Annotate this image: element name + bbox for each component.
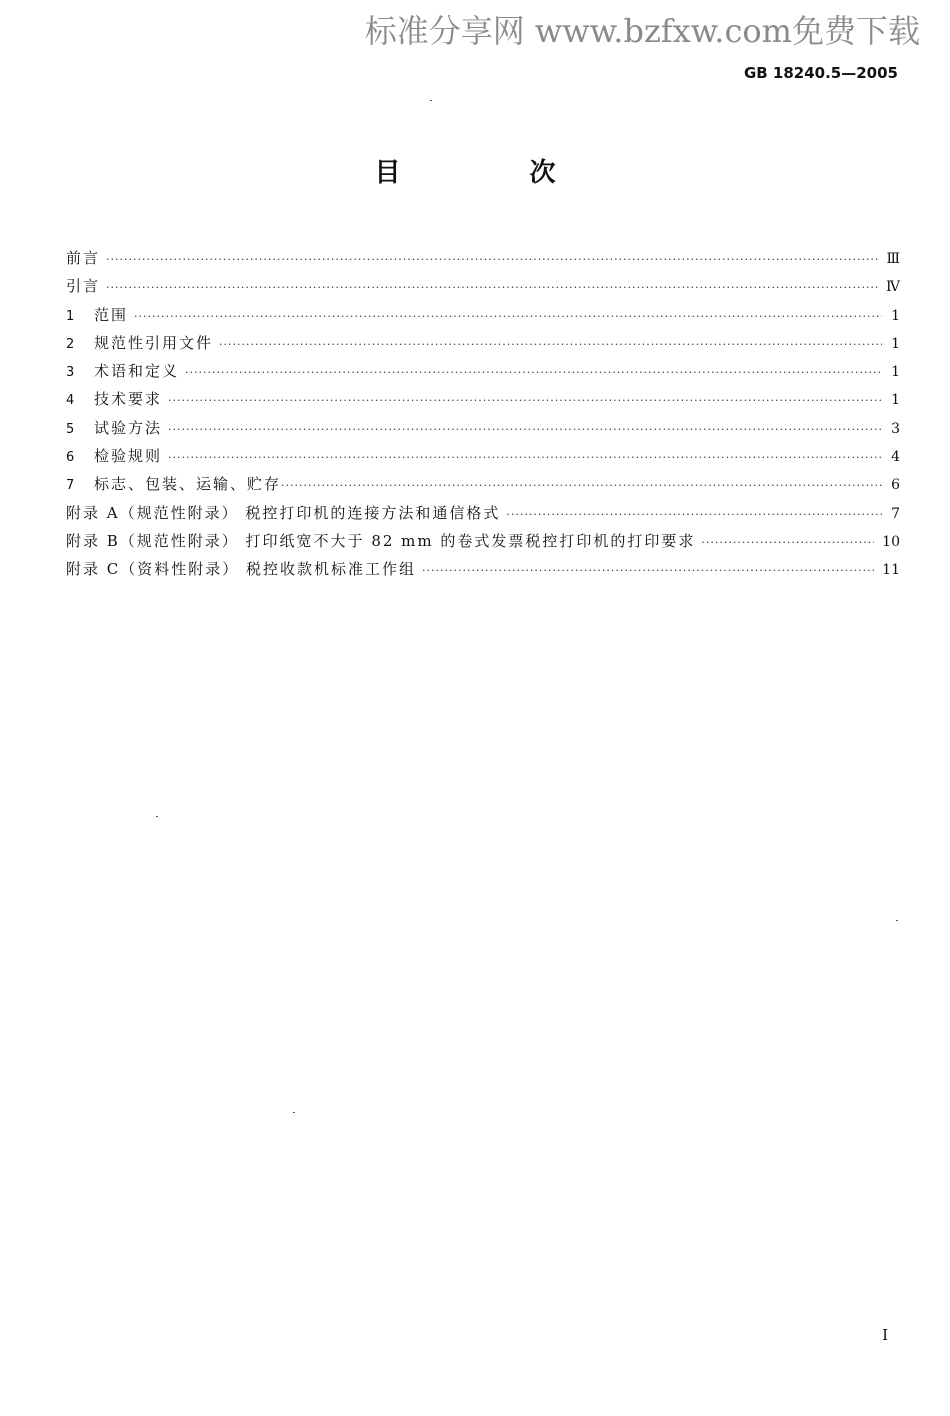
toc-entry-page: 11	[882, 562, 900, 579]
toc-entry-number: 2	[66, 336, 75, 352]
toc-entry-label: 检验规则	[94, 447, 163, 466]
toc-entry-label: 标志、包装、运输、贮存	[94, 475, 282, 494]
toc-entry[interactable]	[66, 414, 900, 442]
toc-entry-page: 1	[891, 392, 900, 409]
toc-entry-page: Ⅳ	[886, 279, 900, 296]
toc-entry-label: 附录 B（规范性附录） 打印纸宽不大于 82 mm 的卷式发票税控打印机的打印要求	[66, 531, 696, 550]
watermark-text: 标准分享网 www.bzfxw.com免费下载	[364, 12, 920, 50]
toc-entry[interactable]	[66, 244, 900, 272]
toc-entry-page: 4	[891, 449, 900, 466]
toc-entry-page: Ⅲ	[886, 251, 900, 267]
toc-dot-leader	[168, 416, 882, 444]
toc-entry-number: 5	[66, 421, 75, 437]
table-of-contents	[66, 244, 900, 584]
toc-dot-leader	[506, 501, 882, 529]
toc-dot-leader	[281, 472, 882, 500]
toc-entry-label: 引言	[66, 277, 101, 296]
toc-entry-label: 附录 A（规范性附录） 税控打印机的连接方法和通信格式	[66, 503, 501, 522]
toc-entry[interactable]	[66, 357, 900, 385]
toc-entry[interactable]	[66, 442, 900, 470]
toc-entry[interactable]	[66, 470, 900, 498]
toc-entry-page: 3	[891, 420, 900, 437]
toc-dot-leader	[168, 387, 882, 415]
toc-entry-page: 1	[891, 364, 900, 381]
toc-dot-leader	[134, 303, 882, 331]
toc-entry-page: 7	[891, 505, 900, 522]
toc-entry-label: 前言	[66, 249, 101, 267]
toc-entry-page: 1	[891, 307, 900, 324]
scan-speck	[293, 1112, 295, 1113]
toc-entry[interactable]	[66, 527, 900, 555]
standard-code: GB 18240.5—2005	[743, 64, 898, 82]
toc-entry-number: 6	[66, 450, 75, 466]
page-title: 目 次	[374, 158, 616, 188]
toc-entry[interactable]	[66, 329, 900, 357]
toc-entry-label: 试验方法	[94, 418, 163, 437]
toc-entry-number: 4	[66, 393, 75, 409]
scan-speck	[156, 816, 158, 817]
toc-entry-page: 1	[891, 335, 900, 352]
toc-entry-page: 6	[891, 477, 900, 494]
scan-speck	[896, 920, 898, 921]
toc-entry-number: 3	[66, 365, 75, 381]
toc-dot-leader	[168, 444, 882, 472]
toc-entry-number: 7	[66, 478, 75, 494]
page-number: I	[882, 1326, 888, 1344]
toc-entry-page: 10	[882, 533, 900, 550]
toc-entry-label: 术语和定义	[94, 362, 180, 381]
toc-entry-label: 附录 C（资料性附录） 税控收款机标准工作组	[66, 560, 417, 579]
toc-entry-number: 1	[66, 308, 75, 324]
toc-entry[interactable]	[66, 272, 900, 300]
toc-dot-leader	[422, 557, 874, 585]
toc-dot-leader	[185, 359, 882, 387]
toc-entry-label: 技术要求	[94, 390, 163, 409]
toc-entry[interactable]	[66, 301, 900, 329]
toc-dot-leader	[701, 529, 874, 557]
toc-dot-leader	[106, 274, 878, 302]
toc-entry[interactable]	[66, 385, 900, 413]
toc-entry-label: 规范性引用文件	[94, 333, 214, 352]
toc-entry-label: 范围	[94, 305, 129, 324]
toc-dot-leader	[106, 246, 878, 274]
toc-entry[interactable]	[66, 499, 900, 527]
scan-speck	[430, 100, 432, 101]
toc-dot-leader	[219, 331, 882, 359]
toc-entry[interactable]	[66, 555, 900, 583]
